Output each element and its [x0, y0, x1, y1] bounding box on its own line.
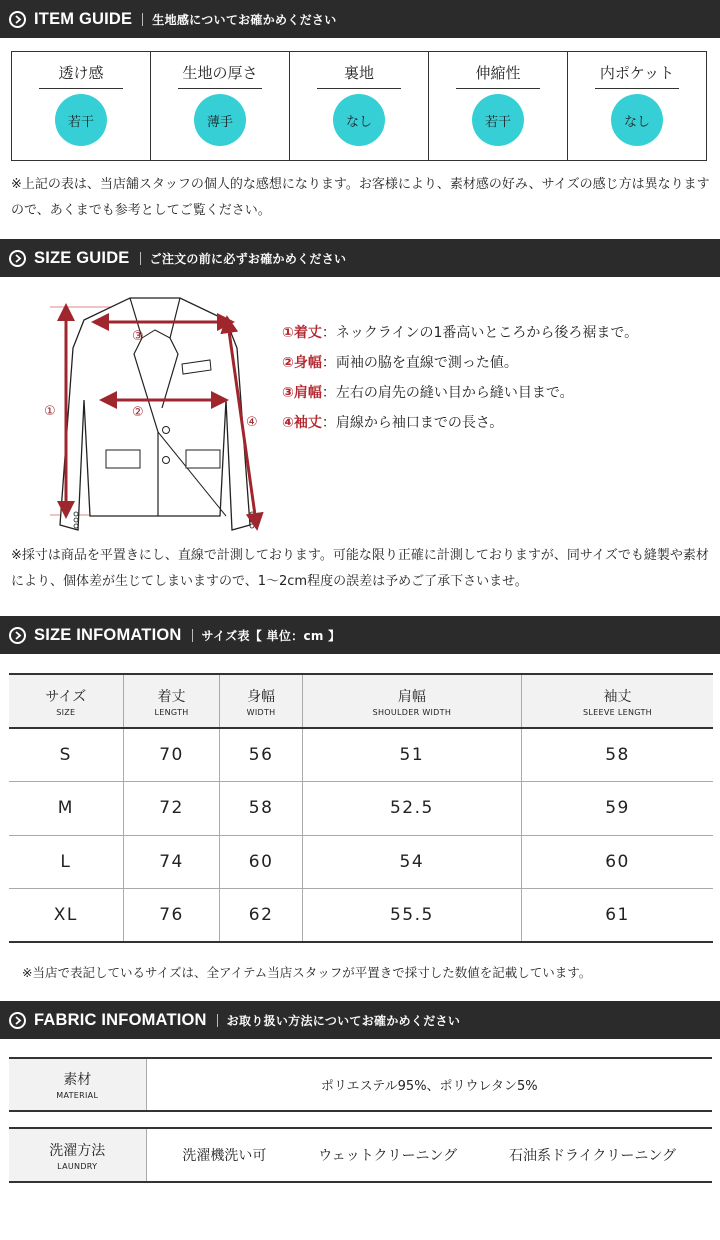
size-info-header [0, 616, 720, 654]
marker-length: ① [44, 404, 56, 419]
laundry-value: 石油系ドライクリーニング [509, 1148, 677, 1164]
size-info-note: ※当店で表記しているサイズは、全アイテム当店スタッフが平置きで採寸した数値を記載しています。 [22, 965, 592, 980]
table-cell: 62 [220, 889, 302, 943]
table-cell: S [9, 728, 123, 782]
guide-value-badge: なし [611, 94, 663, 146]
guide-value-badge: 若干 [472, 94, 524, 146]
laundry-value: 洗濯機洗い可 [182, 1148, 267, 1164]
right-pocket-icon [186, 450, 220, 468]
guide-value-badge: なし [333, 94, 385, 146]
row-header: 素材 MATERIAL [9, 1058, 146, 1111]
guide-label: 生地の厚さ [178, 62, 262, 89]
table-cell: 61 [605, 905, 630, 925]
size-guide-header [0, 239, 720, 277]
section-title: ITEM GUIDE [34, 9, 133, 28]
section-subtitle: 生地感についてお確かめください [152, 12, 337, 27]
material-table [9, 1057, 712, 1112]
table-cell: 52.5 [302, 782, 521, 836]
size-table [9, 673, 713, 943]
guide-label: 伸縮性 [456, 62, 540, 89]
table-cell: 72 [123, 782, 220, 836]
guide-cell-inner-pocket [568, 52, 706, 160]
column-header: 着丈 LENGTH [123, 674, 220, 728]
jacket-diagram [30, 290, 280, 535]
measurement-key: ①着丈 [282, 325, 322, 341]
measurement-item [282, 318, 638, 348]
guide-cell-lining [290, 52, 429, 160]
guide-cell-sheerness [12, 52, 151, 160]
guide-cell-stretch [429, 52, 568, 160]
left-pocket-icon [106, 450, 140, 468]
table-cell: 55.5 [302, 889, 521, 943]
divider [192, 629, 193, 642]
button-icon [163, 457, 170, 464]
section-title: FABRIC INFOMATION [34, 1010, 207, 1029]
table-cell: L [9, 835, 123, 889]
jacket-outline-icon [60, 298, 250, 530]
column-header: 身幅 WIDTH [220, 674, 302, 728]
table-cell: 56 [220, 728, 302, 782]
table-cell: 60 [522, 835, 713, 889]
divider [217, 1014, 218, 1027]
laundry-table [9, 1127, 712, 1183]
divider [142, 13, 143, 26]
size-guide-note: ※採寸は商品を平置きにし、直線で計測しております。可能な限り正確に計測しておりますが、同サイズでも縫製や素材により、個体差が生じてしまいますので、1〜2cm程度の誤差は予めご了承下さいませ。 [11, 548, 709, 589]
measurement-item [282, 408, 638, 438]
measurement-item [282, 348, 638, 378]
column-header: サイズ SIZE [9, 674, 123, 728]
table-cell: 60 [220, 835, 302, 889]
measurement-key: ④袖丈 [282, 415, 322, 431]
measurement-list [282, 318, 638, 438]
guide-value-badge: 若干 [55, 94, 107, 146]
table-cell: 58 [220, 782, 302, 836]
table-row [9, 1128, 712, 1182]
table-cell: 51 [302, 728, 521, 782]
table-row [9, 728, 713, 782]
table-cell: 70 [123, 728, 220, 782]
section-title: SIZE GUIDE [34, 248, 130, 267]
measurement-key: ②身幅 [282, 355, 322, 371]
marker-width: ② [132, 405, 144, 420]
table-header-row [9, 674, 713, 728]
guide-cell-thickness [151, 52, 290, 160]
guide-value-badge: 薄手 [194, 94, 246, 146]
chevron-right-icon [9, 627, 26, 644]
item-guide-table [11, 51, 707, 161]
column-header: 肩幅 SHOULDER WIDTH [302, 674, 521, 728]
table-row [9, 1058, 712, 1111]
cuff-button-icon [250, 524, 254, 528]
table-cell: 59 [522, 782, 713, 836]
section-subtitle: サイズ表【 単位：cm 】 [201, 628, 341, 643]
marker-sleeve: ④ [246, 415, 258, 430]
item-guide-note: ※上記の表は、当店舗スタッフの個人的な感想になります。お客様により、素材感の好み、サイズの感じ方は異なりますので、あくまでも参考としてご覧ください。 [11, 177, 710, 218]
table-cell: 58 [522, 728, 713, 782]
guide-label: 透け感 [39, 62, 123, 89]
table-cell: M [9, 782, 123, 836]
table-cell: 76 [123, 889, 220, 943]
material-value: ポリエステル95%、ポリウレタン5% [320, 1079, 538, 1094]
laundry-values [146, 1128, 712, 1182]
table-cell: 54 [302, 835, 521, 889]
table-row [9, 782, 713, 836]
measurement-desc: ：ネックラインの1番高いところから後ろ裾まで。 [321, 325, 639, 341]
cuff-button-icon [250, 518, 254, 522]
table-row [9, 835, 713, 889]
button-icon [163, 427, 170, 434]
row-header: 洗濯方法 LAUNDRY [9, 1128, 146, 1182]
table-cell: 74 [123, 835, 220, 889]
fabric-info-header [0, 1001, 720, 1039]
measurement-desc: ：両袖の脇を直線で測った値。 [321, 355, 518, 371]
item-guide-header [0, 0, 720, 38]
measurement-key: ③肩幅 [282, 385, 322, 401]
column-header: 袖丈 SLEEVE LENGTH [522, 674, 713, 728]
guide-label: 内ポケット [595, 62, 679, 89]
measurement-desc: ：左右の肩先の縫い目から縫い目まで。 [321, 385, 574, 401]
laundry-value: ウェットクリーニング [318, 1148, 458, 1164]
chevron-right-icon [9, 250, 26, 267]
chevron-right-icon [9, 1012, 26, 1029]
table-cell: XL [9, 889, 123, 943]
guide-label: 裏地 [317, 62, 401, 89]
section-subtitle: お取り扱い方法についてお確かめください [226, 1013, 461, 1028]
marker-shoulder: ③ [132, 329, 144, 344]
divider [140, 252, 141, 265]
table-row [9, 889, 713, 943]
section-title: SIZE INFOMATION [34, 625, 182, 644]
section-subtitle: ご注文の前に必ずお確かめください [149, 251, 347, 266]
chevron-right-icon [9, 11, 26, 28]
measurement-desc: ：肩線から袖口までの長さ。 [321, 415, 504, 431]
measurement-item [282, 378, 638, 408]
